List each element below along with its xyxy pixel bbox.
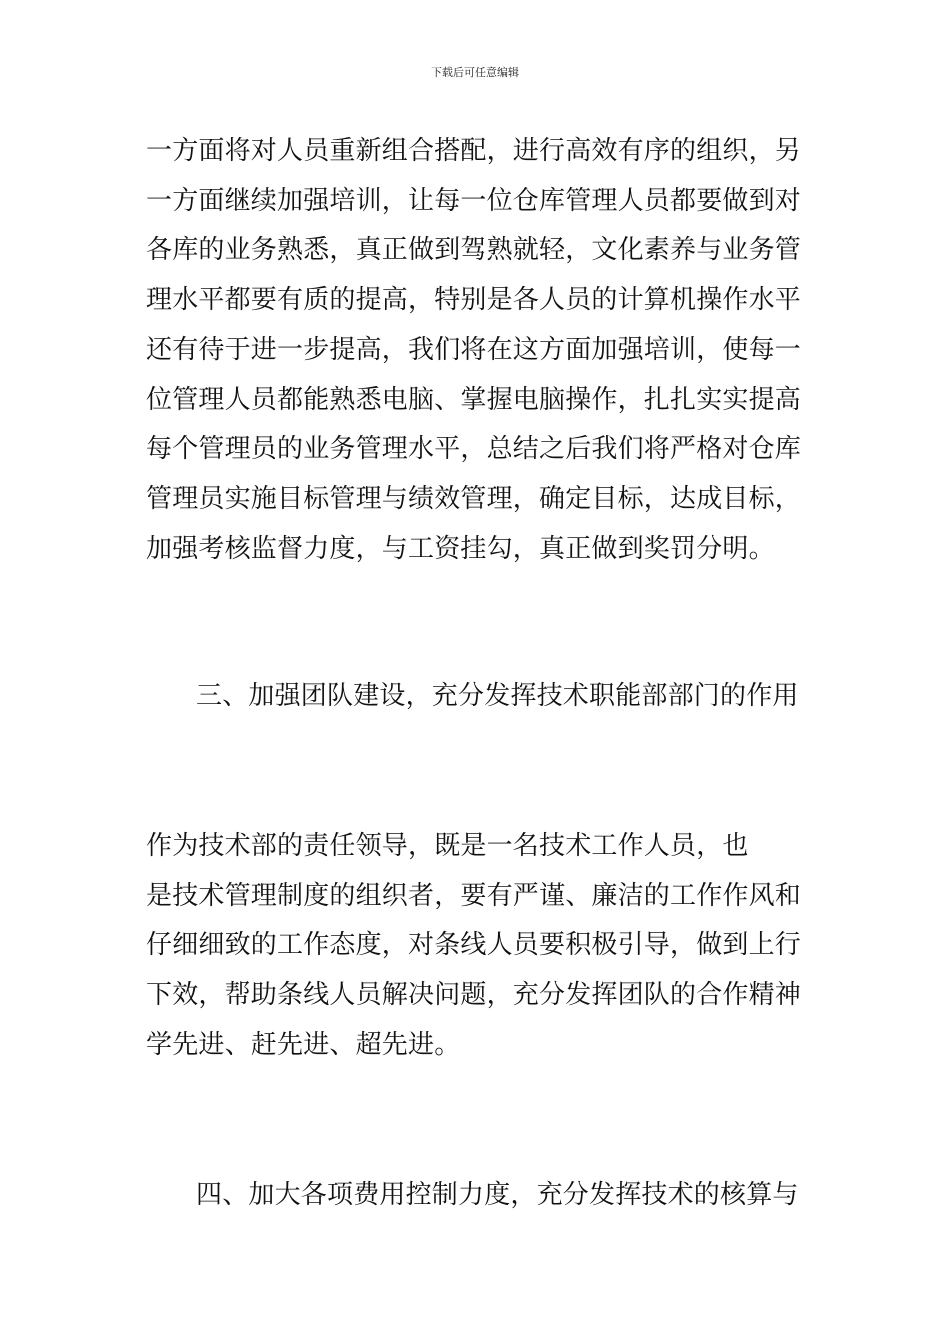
paragraph-staff-training: 一方面将对人员重新组合搭配，进行高效有序的组织，另 一方面继续加强培训，让每一位仓库管理人员都要做到对 各库的业务熟悉，真正做到驾熟就轻，文化素养与业务管 理水平都要有质的提高，特别是各人员的计算机操作水平 还有待于进一步提高，我们将在这方面加强培训，使每一 位管理人员都能熟悉电脑、掌握电脑操作，扎扎实实提高 每个管理员的业务管理水平，总结之后我们将严格对仓库 管理员实施目标管理与绩效管理，确定目标，达成目标， 加强考核监督力度，与工资挂勾，真正做到奖罚分明。 xyxy=(146,136,802,564)
section-heading-team-building: 三、加强团队建设，充分发挥技术职能部部门的作用 xyxy=(196,681,799,711)
section-heading-cost-control: 四、加大各项费用控制力度，充分发挥技术的核算与 xyxy=(196,1180,799,1210)
paragraph-tech-leadership: 作为技术部的责任领导，既是一名技术工作人员，也 是技术管理制度的组织者，要有严谨、廉洁的工作作风和 仔细细致的工作态度，对条线人员要积极引导，做到上行 下效，帮助条线人员解决问题，充分发挥团队的合作精神 学先进、赶先进、超先进。 xyxy=(146,831,802,1060)
page-header-note: 下载后可任意编辑 xyxy=(431,66,519,79)
